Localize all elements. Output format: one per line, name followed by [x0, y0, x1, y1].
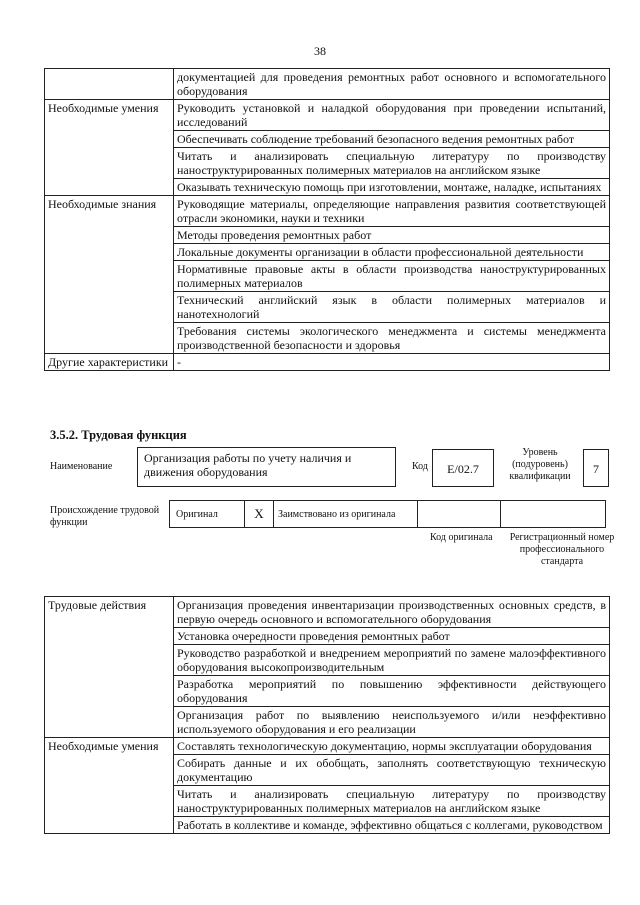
function-name-box: Организация работы по учету наличия и движения оборудования: [137, 447, 396, 487]
origin-label: [50, 505, 160, 529]
reg-number-label: Регистрационный номер профессионального стандарта: [509, 532, 615, 567]
code-original-cell: [417, 500, 501, 528]
row-value: документацией для проведения ремонтных работ основного и вспомогательного оборудования: [174, 69, 610, 100]
row-value: Технический английский язык в области полимерных материалов и нанотехнологий: [174, 292, 610, 323]
row-value: Собирать данные и их обобщать, заполнять соответствующую техническую документацию: [174, 755, 610, 786]
row-value: Организация проведения инвентаризации производственных основных средств, в первую очередь основного и вспомогательного оборудования: [174, 597, 610, 628]
row-value: Руководство разработкой и внедрением мероприятий по замене малоэффективного оборудования высокопроизводительным: [174, 645, 610, 676]
row-label: Необходимые умения: [45, 100, 174, 196]
table-row: [45, 69, 610, 100]
table2-body: [45, 597, 610, 834]
row-value: Читать и анализировать специальную литературу по производству наноструктурированных полимерных материалов на английском языке: [174, 148, 610, 179]
borrowed-cell: Заимствовано из оригинала: [273, 500, 418, 528]
row-label: [45, 69, 174, 100]
origin-row: [170, 500, 610, 528]
table1-body: [45, 69, 610, 371]
reg-number-cell: [500, 500, 606, 528]
row-value: Оказывать техническую помощь при изготовлении, монтаже, наладке, испытаниях: [174, 179, 610, 196]
row-value: Методы проведения ремонтных работ: [174, 227, 610, 244]
row-value: Установка очередности проведения ремонтных работ: [174, 628, 610, 645]
row-value: Читать и анализировать специальную литературу по производству наноструктурированных полимерных материалов на английском языке: [174, 786, 610, 817]
page-number: 38: [314, 44, 326, 58]
original-mark: X: [244, 500, 274, 528]
row-label: Трудовые действия: [45, 597, 174, 738]
table-row: [45, 738, 610, 755]
level-label: Уровень (подуровень) квалификации: [509, 447, 571, 482]
section-title: 3.5.2. Трудовая функция: [50, 428, 187, 442]
name-label: Наименование: [50, 461, 113, 472]
row-value: Нормативные правовые акты в области производства наноструктурированных полимерных материалов: [174, 261, 610, 292]
row-value: -: [174, 354, 610, 371]
table-row: [45, 354, 610, 371]
row-value: Локальные документы организации в области профессиональной деятельности: [174, 244, 610, 261]
table-row: [45, 100, 610, 131]
row-value: Руководить установкой и наладкой оборудования при проведении испытаний, исследований: [174, 100, 610, 131]
row-value: Составлять технологическую документацию, нормы эксплуатации оборудования: [174, 738, 610, 755]
row-label: Другие характеристики: [45, 354, 174, 371]
row-label: Необходимые знания: [45, 196, 174, 354]
row-value: Разработка мероприятий по повышению эффективности действующего оборудования: [174, 676, 610, 707]
code-original-label: Код оригинала: [430, 532, 493, 543]
original-cell: Оригинал: [169, 500, 245, 528]
code-label: Код: [412, 461, 428, 472]
row-value: Организация работ по выявлению неиспользуемого и/или неэффективно используемого оборудования и его реализации: [174, 707, 610, 738]
code-box: E/02.7: [432, 449, 494, 487]
row-value: Работать в коллективе и команде, эффективно общаться с коллегами, руководством: [174, 817, 610, 834]
skills-knowledge-table: [44, 68, 610, 371]
table-row: [45, 597, 610, 628]
row-label: Необходимые умения: [45, 738, 174, 834]
level-box: 7: [583, 449, 609, 487]
origin-label-text: Происхождение трудовой функции: [50, 505, 160, 528]
row-value: Обеспечивать соблюдение требований безопасного ведения ремонтных работ: [174, 131, 610, 148]
table-row: [45, 196, 610, 227]
labor-actions-table: [44, 596, 610, 834]
row-value: Требования системы экологического менеджмента и системы менеджмента производственной безопасности и здоровья: [174, 323, 610, 354]
row-value: Руководящие материалы, определяющие направления развития соответствующей отрасли экономики, науки и техники: [174, 196, 610, 227]
